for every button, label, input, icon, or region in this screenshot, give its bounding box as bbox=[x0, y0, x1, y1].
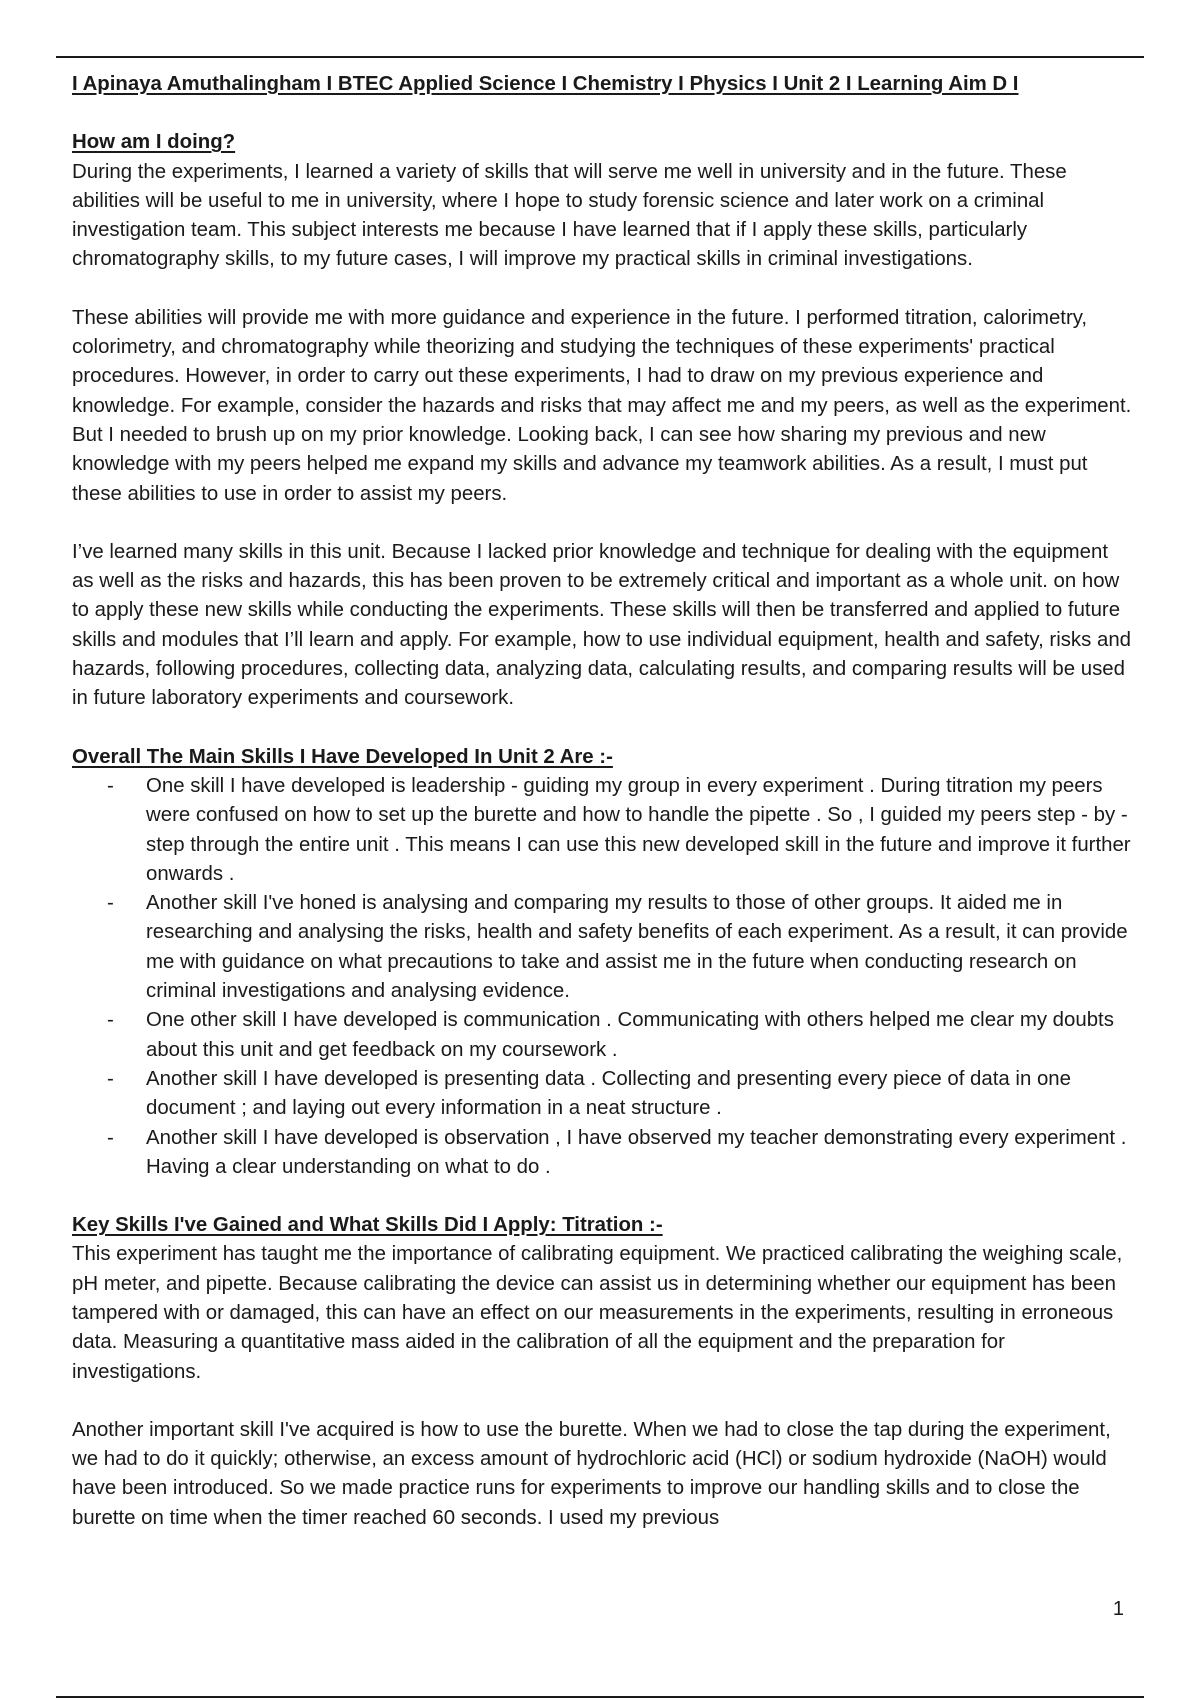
list-item-text: Another skill I've honed is analysing and comparing my results to those of other groups. It aided me in researching and analysing the risks, health and safety benefits of each experiment. As a result, it can provide me with guidance on what precautions to take and assist me in the future when conducting research on criminal investigations and analysing evidence. bbox=[146, 892, 1128, 1003]
top-rule bbox=[56, 56, 1144, 58]
heading-main-skills: Overall The Main Skills I Have Developed In Unit 2 Are :- bbox=[72, 745, 613, 768]
paragraph: These abilities will provide me with more guidance and experience in the future. I performed titration, calorimetry, colorimetry, and chromatography while theorizing and studying the techniques of these experiments' practical procedures. However, in order to carry out these experiments, I had to draw on my previous experience and knowledge. For example, consider the hazards and risks that may affect me and my peers, as well as the experiment. But I needed to brush up on my prior knowledge. Looking back, I can see how sharing my previous and new knowledge with my peers helped me expand my skills and advance my teamwork abilities. As a result, I must put these abilities to use in order to assist my peers. bbox=[72, 306, 1132, 505]
heading-how-am-i-doing: How am I doing? bbox=[72, 131, 236, 154]
list-item-text: Another skill I have developed is presenting data . Collecting and presenting every piece of data in one document ; and laying out every information in a neat structure . bbox=[146, 1067, 1071, 1120]
list-item bbox=[72, 1124, 1132, 1183]
spacer bbox=[72, 714, 1132, 743]
paragraph: During the experiments, I learned a variety of skills that will serve me well in university and in the future. These abilities will be useful to me in university, where I hope to study forensic science and later work on a criminal investigation team. This subject interests me because I have learned that if I apply these skills, particularly chromatography skills, to my future cases, I will improve my practical skills in criminal investigations. bbox=[72, 160, 1067, 271]
document-header: I Apinaya Amuthalingham I BTEC Applied Science I Chemistry I Physics I Unit 2 I Learning Aim D I bbox=[72, 73, 1019, 95]
list-item bbox=[72, 889, 1132, 1006]
paragraph: I’ve learned many skills in this unit. Because I lacked prior knowledge and technique for dealing with the equipment as well as the risks and hazards, this has been proven to be extremely critical and important as a whole unit. on how to apply these new skills while conducting the experiments. These skills will then be transferred and applied to future skills and modules that I’ll learn and apply. For example, how to use individual equipment, health and safety, risks and hazards, following procedures, collecting data, analyzing data, calculating results, and comparing results will be used in future laboratory experiments and coursework. bbox=[72, 540, 1132, 710]
spacer bbox=[72, 99, 1132, 128]
spacer bbox=[72, 1387, 1132, 1416]
page-number: 1 bbox=[1112, 1598, 1124, 1620]
bottom-rule bbox=[56, 1696, 1144, 1698]
bullet-dash: - bbox=[107, 1009, 114, 1032]
document-page bbox=[72, 70, 1132, 1533]
list-item-text: Another skill I have developed is observation , I have observed my teacher demonstrating every experiment . Having a clear understanding on what to do . bbox=[146, 1126, 1127, 1178]
bullet-dash: - bbox=[107, 1067, 114, 1090]
spacer bbox=[72, 1182, 1132, 1211]
bullet-dash: - bbox=[107, 892, 114, 915]
bullet-dash: - bbox=[107, 1126, 114, 1149]
list-item bbox=[72, 772, 1132, 889]
list-item-text: One other skill I have developed is communication . Communicating with others helped me clear my doubts about this unit and get feedback on my coursework . bbox=[146, 1009, 1114, 1061]
skills-list bbox=[72, 772, 1132, 1182]
paragraph: This experiment has taught me the importance of calibrating equipment. We practiced calibrating the weighing scale, pH meter, and pipette. Because calibrating the device can assist us in determining whether our equipment has been tampered with or damaged, this can have an effect on our measurements in the experiments, resulting in erroneous data. Measuring a quantitative mass aided in the calibration of all the equipment and the preparation for investigations. bbox=[72, 1243, 1123, 1383]
list-item-text: One skill I have developed is leadership - guiding my group in every experiment . During titration my peers were confused on how to set up the burette and how to handle the pipette . So , I guided my peers step - by - step through the entire unit . This means I can use this new developed skill in the future and improve it further onwards . bbox=[146, 774, 1131, 885]
heading-titration: Key Skills I've Gained and What Skills Did I Apply: Titration :- bbox=[72, 1214, 663, 1237]
paragraph: Another important skill I've acquired is how to use the burette. When we had to close the tap during the experiment, we had to do it quickly; otherwise, an excess amount of hydrochloric acid (HCl) or sodium hydroxide (NaOH) would have been introduced. So we made practice runs for experiments to improve our handling skills and to close the burette on time when the timer reached 60 seconds. I used my previous bbox=[72, 1418, 1111, 1529]
bullet-dash: - bbox=[107, 774, 114, 797]
spacer bbox=[72, 275, 1132, 304]
spacer bbox=[72, 509, 1132, 538]
list-item bbox=[72, 1065, 1132, 1124]
list-item bbox=[72, 1006, 1132, 1065]
